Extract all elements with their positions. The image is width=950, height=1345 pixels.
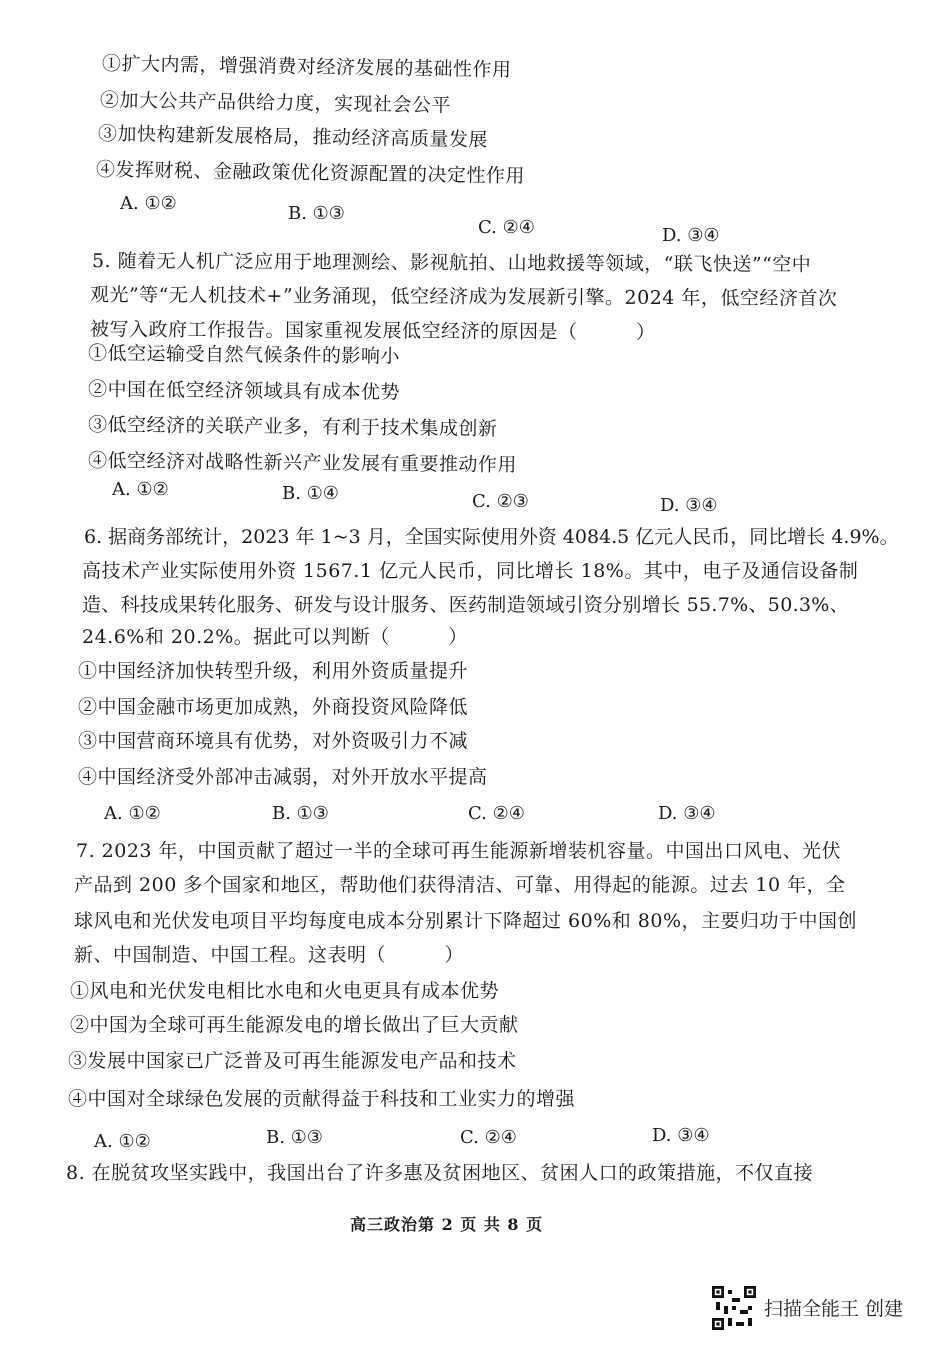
q6-stem-1: 6. 据商务部统计，2023 年 1~3 月，全国实际使用外资 4084.5 亿元人民币，同比增长 4.9%。 — [84, 526, 899, 548]
q5-stem-2: 观光”等“无人机技术+”业务涌现，低空经济成为发展新引擎。2024 年，低空经济首次 — [89, 284, 838, 310]
q5-option-b: B. ①④ — [282, 483, 339, 504]
q7-statement-1: ①风电和光伏发电相比水电和火电更具有成本优势 — [70, 980, 500, 1002]
q7-statement-3: ③发展中国家已广泛普及可再生能源发电产品和技术 — [68, 1050, 517, 1072]
q8-stem-1: 8. 在脱贫攻坚实践中，我国出台了许多惠及贫困地区、贫困人口的政策措施，不仅直接 — [66, 1162, 814, 1184]
q7-option-d: D. ③④ — [652, 1125, 710, 1146]
qr-code-icon — [712, 1286, 756, 1330]
q6-statement-4: ④中国经济受外部冲击减弱，对外开放水平提高 — [78, 766, 488, 788]
q4-option-c: C. ②④ — [478, 217, 535, 238]
q4-option-b: B. ①③ — [288, 203, 345, 224]
q5-option-d: D. ③④ — [660, 495, 718, 516]
q7-option-b: B. ①③ — [266, 1127, 323, 1148]
q5-option-c: C. ②③ — [472, 491, 529, 512]
q6-option-b: B. ①③ — [272, 803, 329, 824]
q6-option-c: C. ②④ — [468, 803, 525, 824]
q7-stem-4: 新、中国制造、中国工程。这表明（ ） — [74, 944, 465, 966]
q6-statement-2: ②中国金融市场更加成熟，外商投资风险降低 — [78, 696, 469, 718]
q7-stem-3: 球风电和光伏发电项目平均每度电成本分别累计下降超过 60%和 80%，主要归功于中国创 — [74, 910, 858, 932]
q6-statement-3: ③中国营商环境具有优势，对外资吸引力不减 — [78, 730, 469, 752]
q5-stem-3: 被写入政府工作报告。国家重视发展低空经济的原因是（ ） — [89, 318, 656, 344]
q5-statement-4: ④低空经济对战略性新兴产业发展有重要推动作用 — [87, 449, 518, 477]
q4-statement-4: ④发挥财税、金融政策优化资源配置的决定性作用 — [95, 158, 526, 188]
q4-option-a: A. ①② — [120, 193, 177, 214]
q7-stem-1: 7. 2023 年，中国贡献了超过一半的全球可再生能源新增装机容量。中国出口风电、光伏 — [76, 840, 842, 862]
q7-stem-2: 产品到 200 多个国家和地区，帮助他们获得清洁、可靠、用得起的能源。过去 10 年，全 — [74, 874, 846, 896]
scanner-watermark: 扫描全能王 创建 — [764, 1298, 904, 1320]
q4-statement-1: ①扩大内需，增强消费对经济发展的基础性作用 — [101, 52, 512, 82]
q6-option-a: A. ①② — [104, 803, 161, 824]
q5-option-a: A. ①② — [112, 479, 169, 500]
q5-stem-1: 5. 随着无人机广泛应用于地理测绘、影视航拍、山地救援等领域，“联飞快送”“空中 — [91, 250, 812, 276]
q7-statement-4: ④中国对全球绿色发展的贡献得益于科技和工业实力的增强 — [68, 1088, 576, 1110]
q7-option-c: C. ②④ — [460, 1127, 517, 1148]
q6-stem-4: 24.6%和 20.2%。据此可以判断（ ） — [82, 626, 468, 648]
q5-statement-2: ②中国在低空经济领域具有成本优势 — [87, 378, 401, 404]
page-footer: 高三政治第 2 页 共 8 页 — [350, 1215, 544, 1234]
q6-stem-3: 造、科技成果转化服务、研发与设计服务、医药制造领域引资分别增长 55.7%、50.3%、 — [82, 594, 849, 616]
q5-statement-3: ③低空经济的关联产业多，有利于技术集成创新 — [87, 413, 498, 441]
q6-statement-1: ①中国经济加快转型升级，利用外资质量提升 — [78, 660, 469, 682]
q6-stem-2: 高技术产业实际使用外资 1567.1 亿元人民币，同比增长 18%。其中，电子及通信设备制 — [82, 560, 859, 582]
q4-statement-3: ③加快构建新发展格局，推动经济高质量发展 — [97, 122, 489, 152]
q4-option-d: D. ③④ — [662, 225, 720, 246]
q4-statement-2: ②加大公共产品供给力度，实现社会公平 — [99, 89, 452, 117]
q6-option-d: D. ③④ — [658, 803, 716, 824]
q5-statement-1: ①低空运输受自然气候条件的影响小 — [87, 342, 401, 368]
q7-statement-2: ②中国为全球可再生能源发电的增长做出了巨大贡献 — [70, 1014, 519, 1036]
q7-option-a: A. ①② — [94, 1131, 151, 1152]
